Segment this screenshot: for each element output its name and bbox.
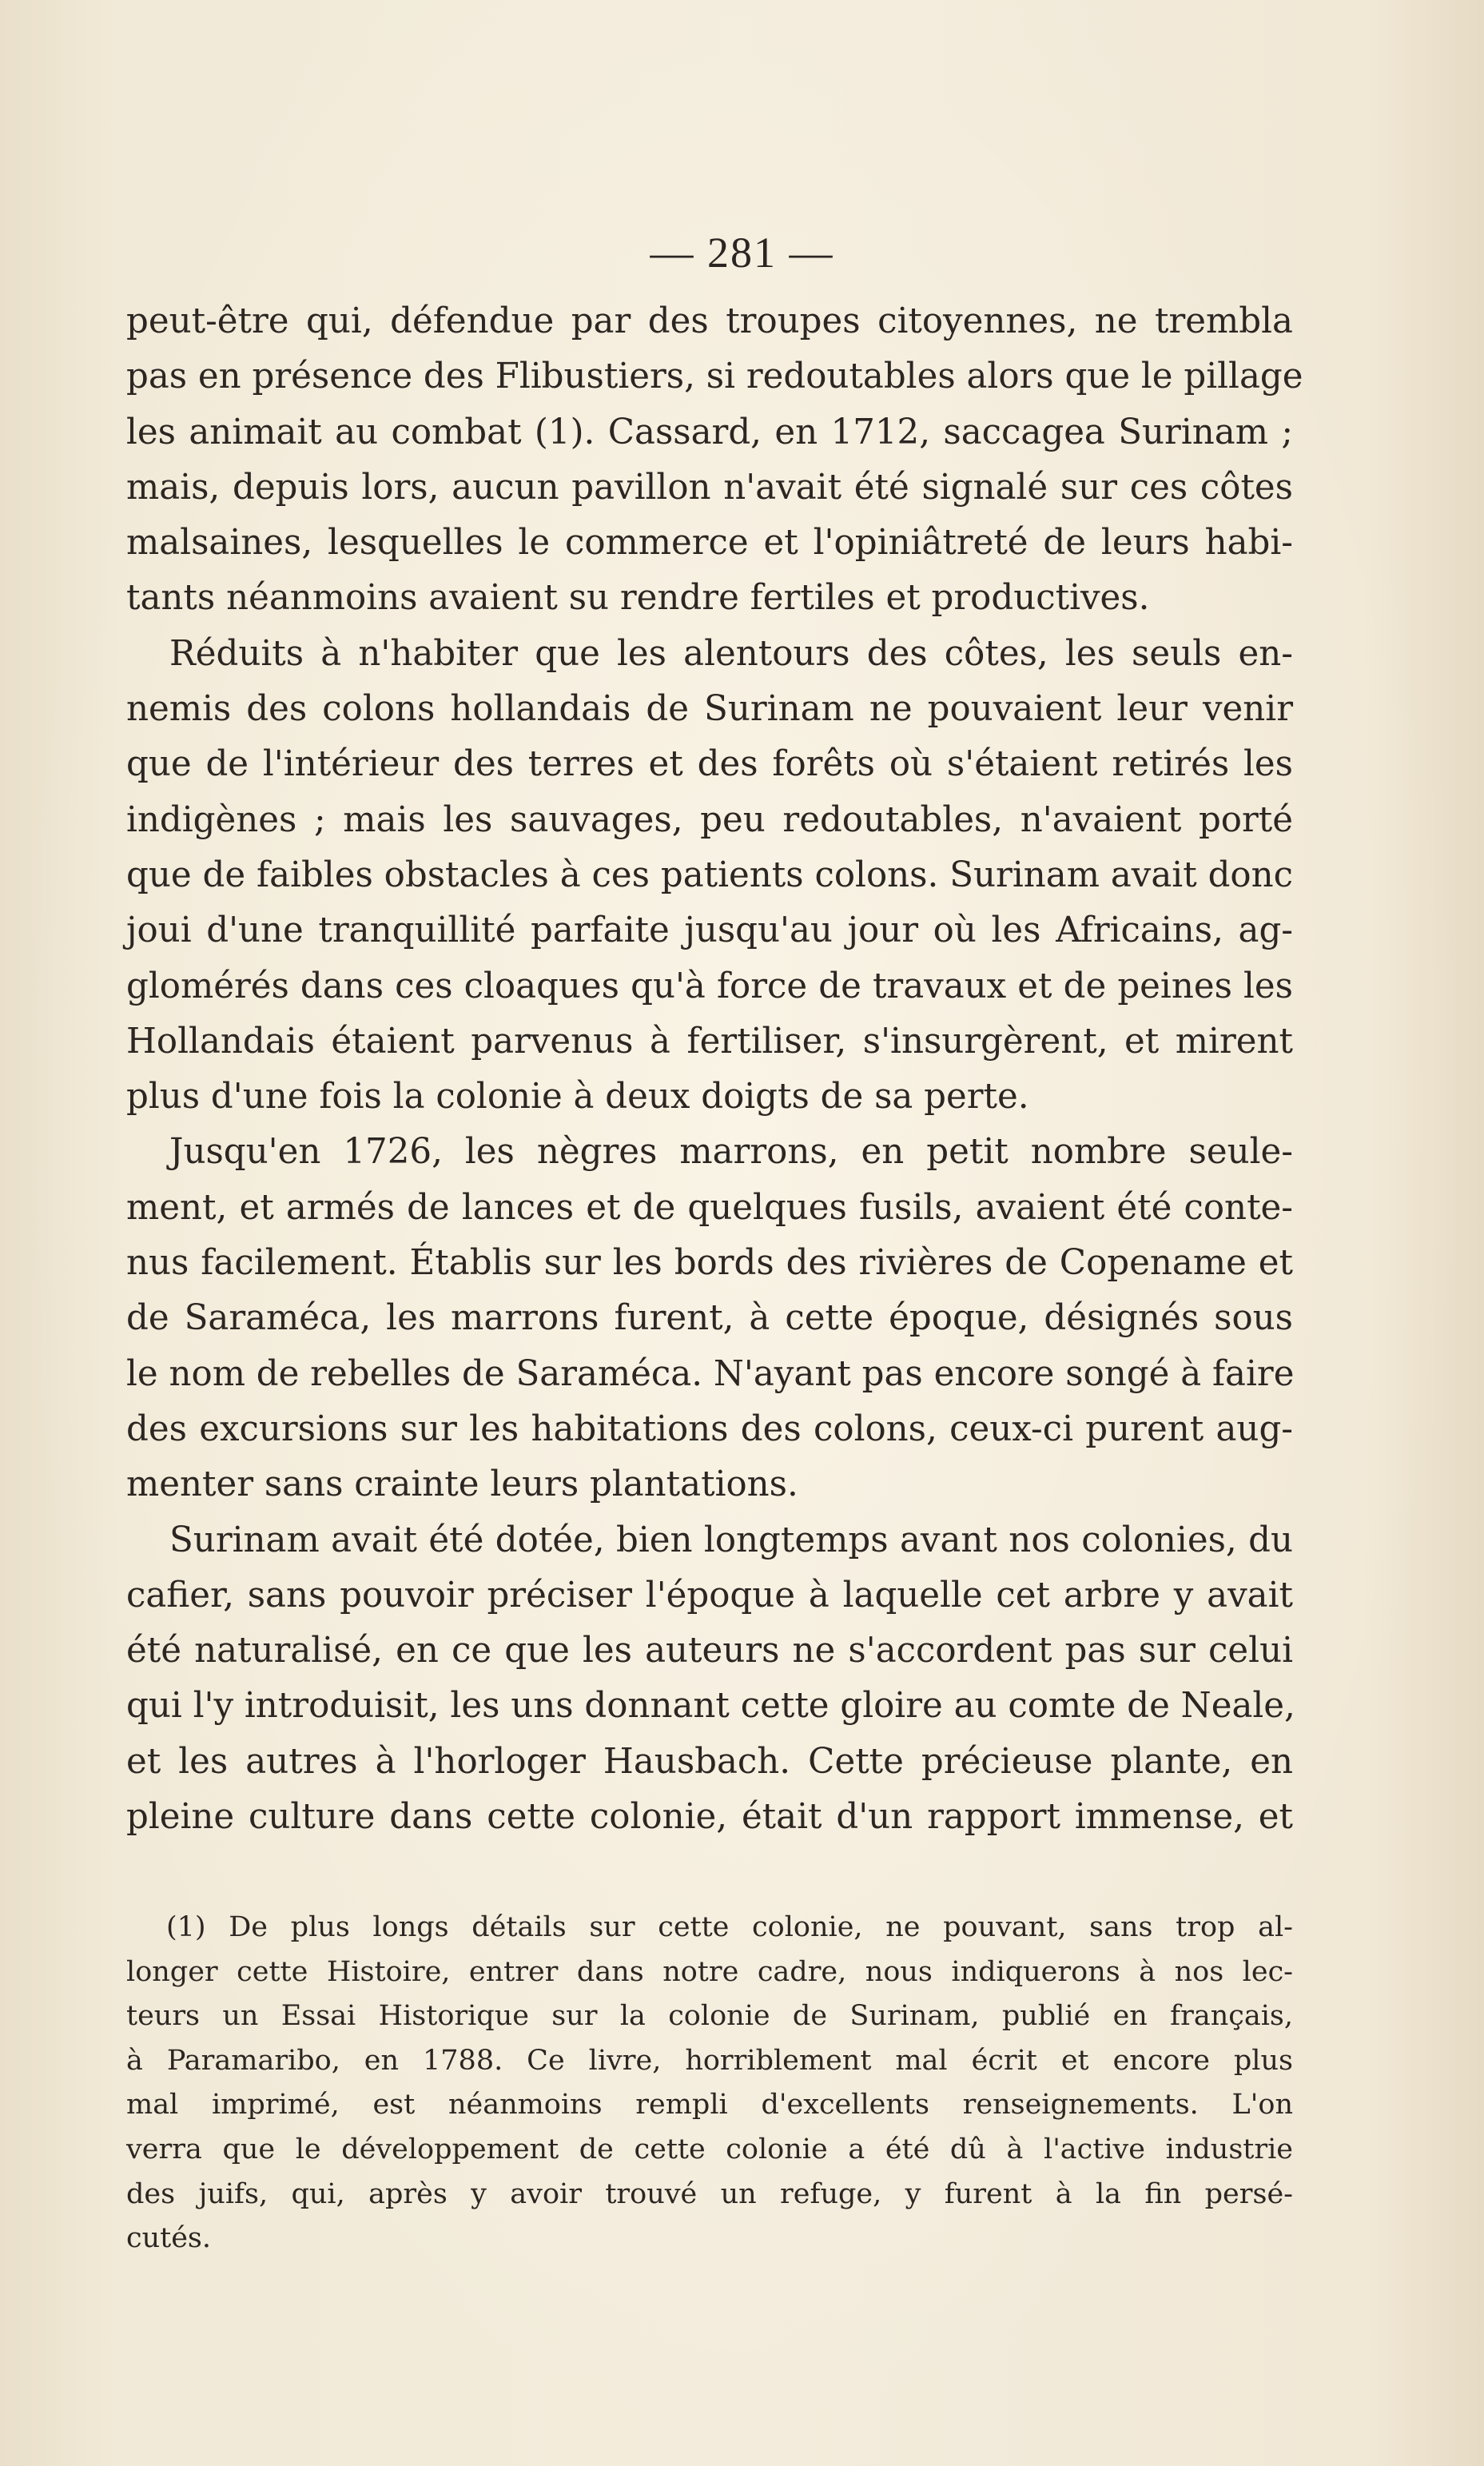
body-line-19: de Saraméca, les marrons furent, à cette époque, désignés sous xyxy=(126,1298,1293,1339)
body-line-24: cafier, sans pouvoir préciser l'époque à laquelle cet arbre y avait xyxy=(126,1575,1293,1615)
footnote-line-7: des juifs, qui, après y avoir trouvé un refuge, y furent à la fin persé- xyxy=(126,2177,1293,2210)
body-line-23: Surinam avait été dotée, bien longtemps avant nos colonies, du xyxy=(169,1520,1293,1560)
body-line-10: indigènes ; mais les sauvages, peu redoutables, n'avaient porté xyxy=(126,799,1293,840)
body-line-16: Jusqu'en 1726, les nègres marrons, en petit nombre seule- xyxy=(169,1132,1293,1173)
body-line-4: mais, depuis lors, aucun pavillon n'avait été signalé sur ces côtes xyxy=(126,467,1293,508)
body-line-25: été naturalisé, en ce que les auteurs ne s'accordent pas sur celui xyxy=(126,1631,1293,1671)
body-line-9: que de l'intérieur des terres et des forêts où s'étaient retirés les xyxy=(126,744,1293,785)
page-number: — 281 — xyxy=(650,229,834,277)
body-line-18: nus facilement. Établis sur les bords des rivières de Copename et xyxy=(126,1243,1293,1284)
footnote-line-4: à Paramaribo, en 1788. Ce livre, horriblement mal écrit et encore plus xyxy=(126,2044,1293,2077)
body-line-13: glomérés dans ces cloaques qu'à force de travaux et de peines les xyxy=(126,966,1293,1006)
footnotes xyxy=(126,1906,1293,2261)
footnote-line-6: verra que le développement de cette colonie a été dû à l'active industrie xyxy=(126,2133,1293,2165)
footnote-line-1: (1) De plus longs détails sur cette colonie, ne pouvant, sans trop al- xyxy=(166,1911,1293,1943)
body-line-14: Hollandais étaient parvenus à fertiliser, s'insurgèrent, et mirent xyxy=(126,1021,1293,1062)
body-line-8: nemis des colons hollandais de Surinam ne pouvaient leur venir xyxy=(126,689,1293,730)
body-line-15: plus d'une fois la colonie à deux doigts de sa perte. xyxy=(126,1077,1029,1117)
footnote-line-2: longer cette Histoire, entrer dans notre cadre, nous indiquerons à nos lec- xyxy=(126,1955,1293,1988)
footnote-line-8: cutés. xyxy=(126,2222,212,2255)
body-line-27: et les autres à l'horloger Hausbach. Cette précieuse plante, en xyxy=(126,1741,1293,1782)
body-line-2: pas en présence des Flibustiers, si redoutables alors que le pillage xyxy=(126,357,1303,397)
body-line-22: menter sans crainte leurs plantations. xyxy=(126,1464,798,1505)
body-line-28: pleine culture dans cette colonie, était d'un rapport immense, et xyxy=(126,1797,1293,1838)
body-line-11: que de faibles obstacles à ces patients colons. Surinam avait donc xyxy=(126,855,1293,895)
footnote-line-3: teurs un Essai Historique sur la colonie de Surinam, publié en français, xyxy=(126,2000,1293,2033)
body-line-12: joui d'une tranquillité parfaite jusqu'au jour où les Africains, ag- xyxy=(126,910,1293,951)
body-line-26: qui l'y introduisit, les uns donnant cette gloire au comte de Neale, xyxy=(126,1686,1295,1727)
body-text xyxy=(126,294,1303,1845)
body-line-17: ment, et armés de lances et de quelques fusils, avaient été conte- xyxy=(126,1187,1293,1228)
body-line-20: le nom de rebelles de Saraméca. N'ayant pas encore songé à faire xyxy=(126,1353,1295,1394)
body-line-1: peut-être qui, défendue par des troupes citoyennes, ne trembla xyxy=(126,301,1293,341)
footnote-line-5: mal imprimé, est néanmoins rempli d'excellents renseignements. L'on xyxy=(126,2089,1293,2121)
body-line-5: malsaines, lesquelles le commerce et l'opiniâtreté de leurs habi- xyxy=(126,523,1293,564)
body-line-21: des excursions sur les habitations des colons, ceux-ci purent aug- xyxy=(126,1408,1293,1449)
body-line-6: tants néanmoins avaient su rendre fertiles et productives. xyxy=(126,578,1150,619)
body-line-3: les animait au combat (1). Cassard, en 1712, saccagea Surinam ; xyxy=(126,412,1293,452)
body-line-7: Réduits à n'habiter que les alentours des côtes, les seuls en- xyxy=(169,633,1293,674)
